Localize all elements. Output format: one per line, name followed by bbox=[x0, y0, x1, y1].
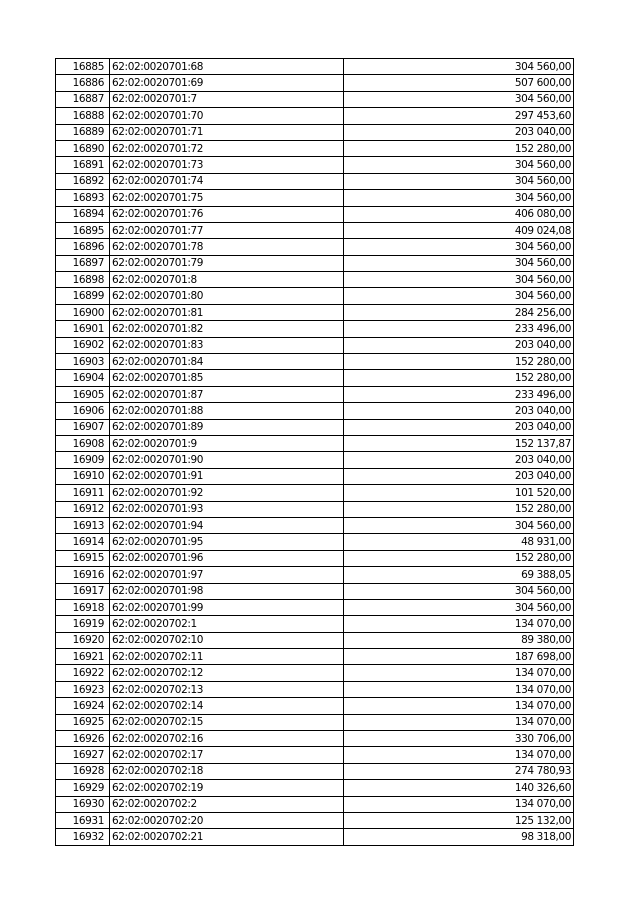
cadastral-number-cell: 62:02:0020701:71 bbox=[110, 124, 344, 140]
cadastral-number-cell: 62:02:0020701:97 bbox=[110, 567, 344, 583]
cadastral-number-cell: 62:02:0020702:2 bbox=[110, 796, 344, 812]
cadastral-number-cell: 62:02:0020702:12 bbox=[110, 665, 344, 681]
value-cell: 507 600,00 bbox=[344, 75, 574, 91]
cadastral-number-cell: 62:02:0020701:99 bbox=[110, 599, 344, 615]
row-number-cell: 16919 bbox=[56, 616, 110, 632]
value-cell: 406 080,00 bbox=[344, 206, 574, 222]
row-number-cell: 16911 bbox=[56, 485, 110, 501]
value-cell: 304 560,00 bbox=[344, 288, 574, 304]
table-row bbox=[56, 485, 574, 501]
table-row bbox=[56, 157, 574, 173]
cadastral-number-cell: 62:02:0020701:81 bbox=[110, 304, 344, 320]
value-cell: 134 070,00 bbox=[344, 796, 574, 812]
value-cell: 187 698,00 bbox=[344, 649, 574, 665]
table-row bbox=[56, 75, 574, 91]
table-row bbox=[56, 616, 574, 632]
value-cell: 203 040,00 bbox=[344, 337, 574, 353]
table-row bbox=[56, 796, 574, 812]
cadastral-number-cell: 62:02:0020701:88 bbox=[110, 403, 344, 419]
cadastral-number-cell: 62:02:0020701:75 bbox=[110, 190, 344, 206]
cadastral-number-cell: 62:02:0020701:84 bbox=[110, 354, 344, 370]
cadastral-number-cell: 62:02:0020701:87 bbox=[110, 386, 344, 402]
value-cell: 152 280,00 bbox=[344, 550, 574, 566]
table-row bbox=[56, 288, 574, 304]
value-cell: 203 040,00 bbox=[344, 452, 574, 468]
cadastral-number-cell: 62:02:0020702:13 bbox=[110, 681, 344, 697]
value-cell: 304 560,00 bbox=[344, 599, 574, 615]
value-cell: 203 040,00 bbox=[344, 403, 574, 419]
cadastral-number-cell: 62:02:0020701:80 bbox=[110, 288, 344, 304]
row-number-cell: 16893 bbox=[56, 190, 110, 206]
table-row bbox=[56, 222, 574, 238]
table-row bbox=[56, 665, 574, 681]
table-row bbox=[56, 140, 574, 156]
value-cell: 233 496,00 bbox=[344, 321, 574, 337]
row-number-cell: 16910 bbox=[56, 468, 110, 484]
value-cell: 134 070,00 bbox=[344, 616, 574, 632]
cadastral-number-cell: 62:02:0020701:94 bbox=[110, 517, 344, 533]
table-row bbox=[56, 681, 574, 697]
row-number-cell: 16925 bbox=[56, 714, 110, 730]
cadastral-number-cell: 62:02:0020701:93 bbox=[110, 501, 344, 517]
cadastral-number-cell: 62:02:0020701:73 bbox=[110, 157, 344, 173]
table-row bbox=[56, 255, 574, 271]
row-number-cell: 16890 bbox=[56, 140, 110, 156]
cadastral-number-cell: 62:02:0020702:14 bbox=[110, 698, 344, 714]
table-row bbox=[56, 91, 574, 107]
value-cell: 304 560,00 bbox=[344, 59, 574, 75]
row-number-cell: 16912 bbox=[56, 501, 110, 517]
value-cell: 304 560,00 bbox=[344, 583, 574, 599]
table-row bbox=[56, 370, 574, 386]
cadastral-number-cell: 62:02:0020701:83 bbox=[110, 337, 344, 353]
row-number-cell: 16909 bbox=[56, 452, 110, 468]
row-number-cell: 16887 bbox=[56, 91, 110, 107]
table-row bbox=[56, 452, 574, 468]
row-number-cell: 16895 bbox=[56, 222, 110, 238]
cadastral-number-cell: 62:02:0020701:68 bbox=[110, 59, 344, 75]
table-row bbox=[56, 354, 574, 370]
value-cell: 203 040,00 bbox=[344, 468, 574, 484]
row-number-cell: 16932 bbox=[56, 829, 110, 845]
value-cell: 409 024,08 bbox=[344, 222, 574, 238]
row-number-cell: 16898 bbox=[56, 272, 110, 288]
value-cell: 101 520,00 bbox=[344, 485, 574, 501]
row-number-cell: 16903 bbox=[56, 354, 110, 370]
row-number-cell: 16923 bbox=[56, 681, 110, 697]
value-cell: 134 070,00 bbox=[344, 698, 574, 714]
row-number-cell: 16904 bbox=[56, 370, 110, 386]
cadastral-number-cell: 62:02:0020702:18 bbox=[110, 763, 344, 779]
cadastral-number-cell: 62:02:0020701:96 bbox=[110, 550, 344, 566]
cadastral-number-cell: 62:02:0020701:98 bbox=[110, 583, 344, 599]
value-cell: 134 070,00 bbox=[344, 714, 574, 730]
row-number-cell: 16920 bbox=[56, 632, 110, 648]
row-number-cell: 16897 bbox=[56, 255, 110, 271]
row-number-cell: 16899 bbox=[56, 288, 110, 304]
row-number-cell: 16908 bbox=[56, 435, 110, 451]
table-row bbox=[56, 812, 574, 828]
table-row bbox=[56, 190, 574, 206]
value-cell: 134 070,00 bbox=[344, 665, 574, 681]
table-row bbox=[56, 386, 574, 402]
row-number-cell: 16885 bbox=[56, 59, 110, 75]
table-row bbox=[56, 550, 574, 566]
value-cell: 233 496,00 bbox=[344, 386, 574, 402]
cadastral-number-cell: 62:02:0020701:70 bbox=[110, 108, 344, 124]
row-number-cell: 16913 bbox=[56, 517, 110, 533]
table-row bbox=[56, 173, 574, 189]
table-row bbox=[56, 649, 574, 665]
value-cell: 304 560,00 bbox=[344, 91, 574, 107]
table-row bbox=[56, 534, 574, 550]
row-number-cell: 16927 bbox=[56, 747, 110, 763]
table-row bbox=[56, 304, 574, 320]
value-cell: 203 040,00 bbox=[344, 124, 574, 140]
table-body bbox=[56, 59, 574, 846]
table-row bbox=[56, 108, 574, 124]
row-number-cell: 16907 bbox=[56, 419, 110, 435]
table-row bbox=[56, 435, 574, 451]
cadastral-number-cell: 62:02:0020702:20 bbox=[110, 812, 344, 828]
value-cell: 98 318,00 bbox=[344, 829, 574, 845]
row-number-cell: 16928 bbox=[56, 763, 110, 779]
cadastral-number-cell: 62:02:0020702:21 bbox=[110, 829, 344, 845]
cadastral-number-cell: 62:02:0020701:77 bbox=[110, 222, 344, 238]
value-cell: 152 280,00 bbox=[344, 501, 574, 517]
row-number-cell: 16930 bbox=[56, 796, 110, 812]
value-cell: 330 706,00 bbox=[344, 731, 574, 747]
row-number-cell: 16892 bbox=[56, 173, 110, 189]
value-cell: 125 132,00 bbox=[344, 812, 574, 828]
value-cell: 152 280,00 bbox=[344, 354, 574, 370]
cadastral-number-cell: 62:02:0020702:17 bbox=[110, 747, 344, 763]
row-number-cell: 16905 bbox=[56, 386, 110, 402]
cadastral-number-cell: 62:02:0020702:10 bbox=[110, 632, 344, 648]
value-cell: 304 560,00 bbox=[344, 517, 574, 533]
row-number-cell: 16924 bbox=[56, 698, 110, 714]
row-number-cell: 16922 bbox=[56, 665, 110, 681]
cadastral-number-cell: 62:02:0020701:82 bbox=[110, 321, 344, 337]
row-number-cell: 16891 bbox=[56, 157, 110, 173]
cadastral-number-cell: 62:02:0020701:9 bbox=[110, 435, 344, 451]
row-number-cell: 16931 bbox=[56, 812, 110, 828]
table-row bbox=[56, 321, 574, 337]
value-cell: 140 326,60 bbox=[344, 780, 574, 796]
cadastral-number-cell: 62:02:0020701:85 bbox=[110, 370, 344, 386]
cadastral-number-cell: 62:02:0020701:89 bbox=[110, 419, 344, 435]
cadastral-number-cell: 62:02:0020701:7 bbox=[110, 91, 344, 107]
row-number-cell: 16902 bbox=[56, 337, 110, 353]
value-cell: 304 560,00 bbox=[344, 255, 574, 271]
value-cell: 152 280,00 bbox=[344, 370, 574, 386]
table-row bbox=[56, 583, 574, 599]
cadastral-number-cell: 62:02:0020702:19 bbox=[110, 780, 344, 796]
row-number-cell: 16900 bbox=[56, 304, 110, 320]
value-cell: 152 137,87 bbox=[344, 435, 574, 451]
table-row bbox=[56, 206, 574, 222]
cadastral-number-cell: 62:02:0020702:16 bbox=[110, 731, 344, 747]
value-cell: 134 070,00 bbox=[344, 747, 574, 763]
table-row bbox=[56, 780, 574, 796]
value-cell: 304 560,00 bbox=[344, 173, 574, 189]
row-number-cell: 16918 bbox=[56, 599, 110, 615]
cadastral-value-table bbox=[55, 58, 574, 846]
table-row bbox=[56, 337, 574, 353]
value-cell: 48 931,00 bbox=[344, 534, 574, 550]
table-row bbox=[56, 239, 574, 255]
cadastral-number-cell: 62:02:0020701:76 bbox=[110, 206, 344, 222]
row-number-cell: 16929 bbox=[56, 780, 110, 796]
value-cell: 134 070,00 bbox=[344, 681, 574, 697]
value-cell: 274 780,93 bbox=[344, 763, 574, 779]
cadastral-number-cell: 62:02:0020701:95 bbox=[110, 534, 344, 550]
cadastral-number-cell: 62:02:0020701:69 bbox=[110, 75, 344, 91]
table-row bbox=[56, 124, 574, 140]
table-row bbox=[56, 501, 574, 517]
value-cell: 304 560,00 bbox=[344, 272, 574, 288]
table-row bbox=[56, 567, 574, 583]
value-cell: 69 388,05 bbox=[344, 567, 574, 583]
cadastral-number-cell: 62:02:0020701:90 bbox=[110, 452, 344, 468]
cadastral-number-cell: 62:02:0020701:92 bbox=[110, 485, 344, 501]
value-cell: 89 380,00 bbox=[344, 632, 574, 648]
cadastral-number-cell: 62:02:0020701:8 bbox=[110, 272, 344, 288]
table-row bbox=[56, 829, 574, 845]
row-number-cell: 16901 bbox=[56, 321, 110, 337]
cadastral-number-cell: 62:02:0020701:91 bbox=[110, 468, 344, 484]
value-cell: 304 560,00 bbox=[344, 190, 574, 206]
table-row bbox=[56, 714, 574, 730]
row-number-cell: 16926 bbox=[56, 731, 110, 747]
table-row bbox=[56, 419, 574, 435]
table-row bbox=[56, 59, 574, 75]
table-row bbox=[56, 763, 574, 779]
cadastral-number-cell: 62:02:0020701:79 bbox=[110, 255, 344, 271]
table-row bbox=[56, 517, 574, 533]
value-cell: 284 256,00 bbox=[344, 304, 574, 320]
row-number-cell: 16896 bbox=[56, 239, 110, 255]
row-number-cell: 16917 bbox=[56, 583, 110, 599]
value-cell: 304 560,00 bbox=[344, 239, 574, 255]
cadastral-number-cell: 62:02:0020702:11 bbox=[110, 649, 344, 665]
value-cell: 203 040,00 bbox=[344, 419, 574, 435]
value-cell: 297 453,60 bbox=[344, 108, 574, 124]
row-number-cell: 16914 bbox=[56, 534, 110, 550]
value-cell: 152 280,00 bbox=[344, 140, 574, 156]
row-number-cell: 16921 bbox=[56, 649, 110, 665]
table-row bbox=[56, 403, 574, 419]
row-number-cell: 16886 bbox=[56, 75, 110, 91]
row-number-cell: 16888 bbox=[56, 108, 110, 124]
cadastral-number-cell: 62:02:0020702:1 bbox=[110, 616, 344, 632]
table-row bbox=[56, 468, 574, 484]
row-number-cell: 16894 bbox=[56, 206, 110, 222]
table-row bbox=[56, 599, 574, 615]
cadastral-number-cell: 62:02:0020701:74 bbox=[110, 173, 344, 189]
row-number-cell: 16916 bbox=[56, 567, 110, 583]
table-row bbox=[56, 698, 574, 714]
row-number-cell: 16906 bbox=[56, 403, 110, 419]
cadastral-number-cell: 62:02:0020702:15 bbox=[110, 714, 344, 730]
table-row bbox=[56, 632, 574, 648]
row-number-cell: 16889 bbox=[56, 124, 110, 140]
table-row bbox=[56, 731, 574, 747]
cadastral-number-cell: 62:02:0020701:78 bbox=[110, 239, 344, 255]
value-cell: 304 560,00 bbox=[344, 157, 574, 173]
table-row bbox=[56, 747, 574, 763]
cadastral-number-cell: 62:02:0020701:72 bbox=[110, 140, 344, 156]
row-number-cell: 16915 bbox=[56, 550, 110, 566]
table-row bbox=[56, 272, 574, 288]
